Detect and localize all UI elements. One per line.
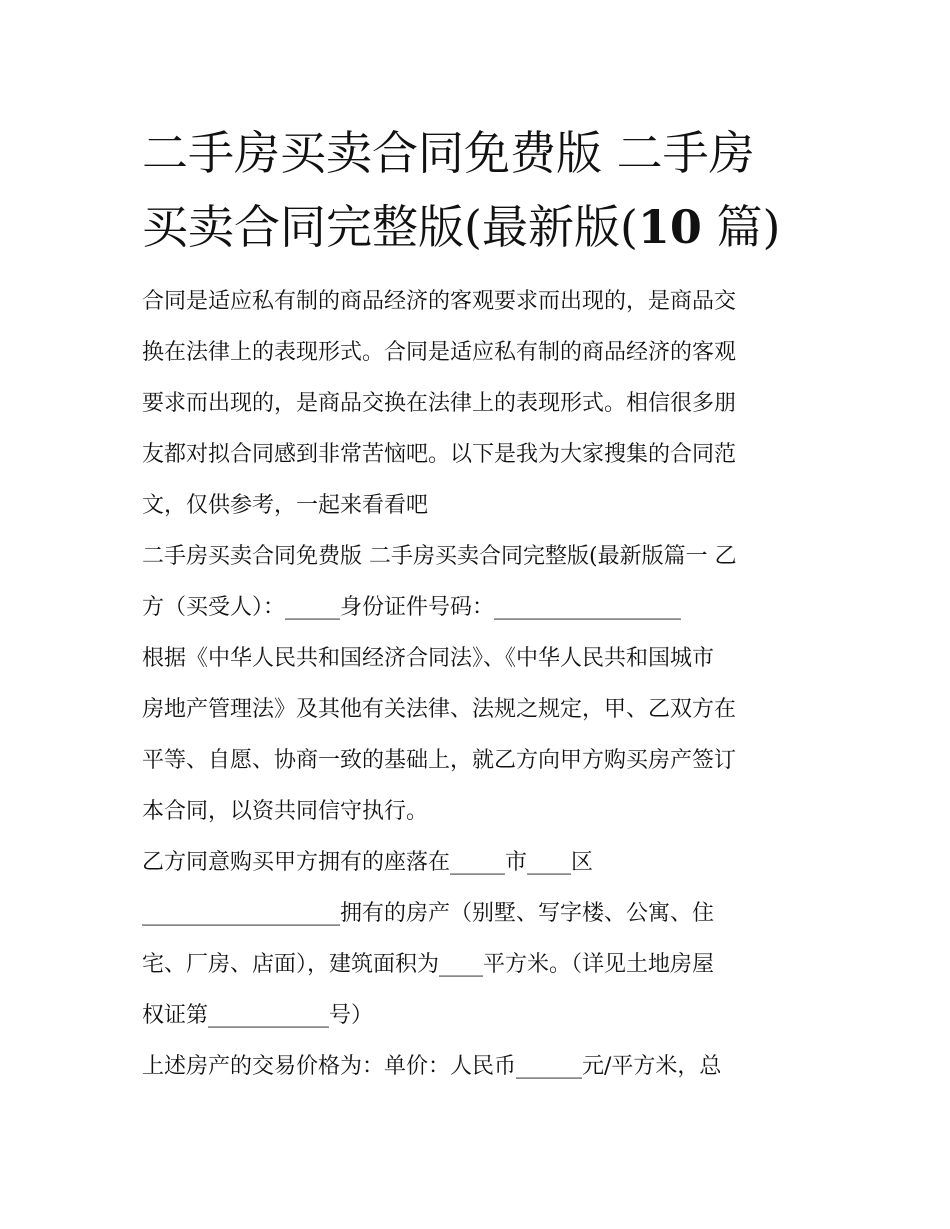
document-body [142, 276, 814, 1092]
body-line: 平等、自愿、协商一致的基础上，就乙方向甲方购买房产签订 [142, 748, 737, 773]
body-line: 文，仅供参考，一起来看看吧 [142, 493, 429, 518]
title-line-2 [142, 190, 822, 264]
title-line-2-text: 买卖合同完整版(最新版( [142, 200, 638, 254]
body-line: 乙方同意购买甲方拥有的座落在_____市____区 [142, 850, 594, 875]
title-line-1: 二手房买卖合同免费版 二手房 [142, 126, 755, 180]
body-line: 要求而出现的，是商品交换在法律上的表现形式。相信很多朋 [142, 391, 737, 416]
body-line: 合同是适应私有制的商品经济的客观要求而出现的，是商品交 [142, 289, 737, 314]
body-line: 上述房产的交易价格为：单价：人民币______元/平方米，总 [142, 1054, 722, 1079]
body-line: 友都对拟合同感到非常苦恼吧。以下是我为大家搜集的合同范 [142, 442, 737, 467]
body-line: __________________拥有的房产（别墅、写字楼、公寓、住 [142, 901, 715, 926]
title-count: 10 [637, 200, 702, 254]
body-line: 换在法律上的表现形式。合同是适应私有制的商品经济的客观 [142, 340, 737, 365]
body-line: 根据《中华人民共和国经济合同法》、《中华人民共和国城市 [142, 646, 715, 671]
body-line: 方（买受人）：_____身份证件号码：_________________ [142, 595, 682, 620]
body-line: 房地产管理法》及其他有关法律、法规之规定，甲、乙双方在 [142, 697, 737, 722]
body-line: 宅、厂房、店面），建筑面积为____平方米。（详见土地房屋 [142, 952, 715, 977]
body-line: 权证第___________号） [142, 1003, 374, 1028]
title-line-2-end: 篇) [701, 200, 781, 254]
body-line: 本合同，以资共同信守执行。 [142, 799, 429, 824]
document-title [142, 116, 822, 264]
body-line: 二手房买卖合同免费版 二手房买卖合同完整版(最新版篇一 乙 [142, 544, 737, 569]
